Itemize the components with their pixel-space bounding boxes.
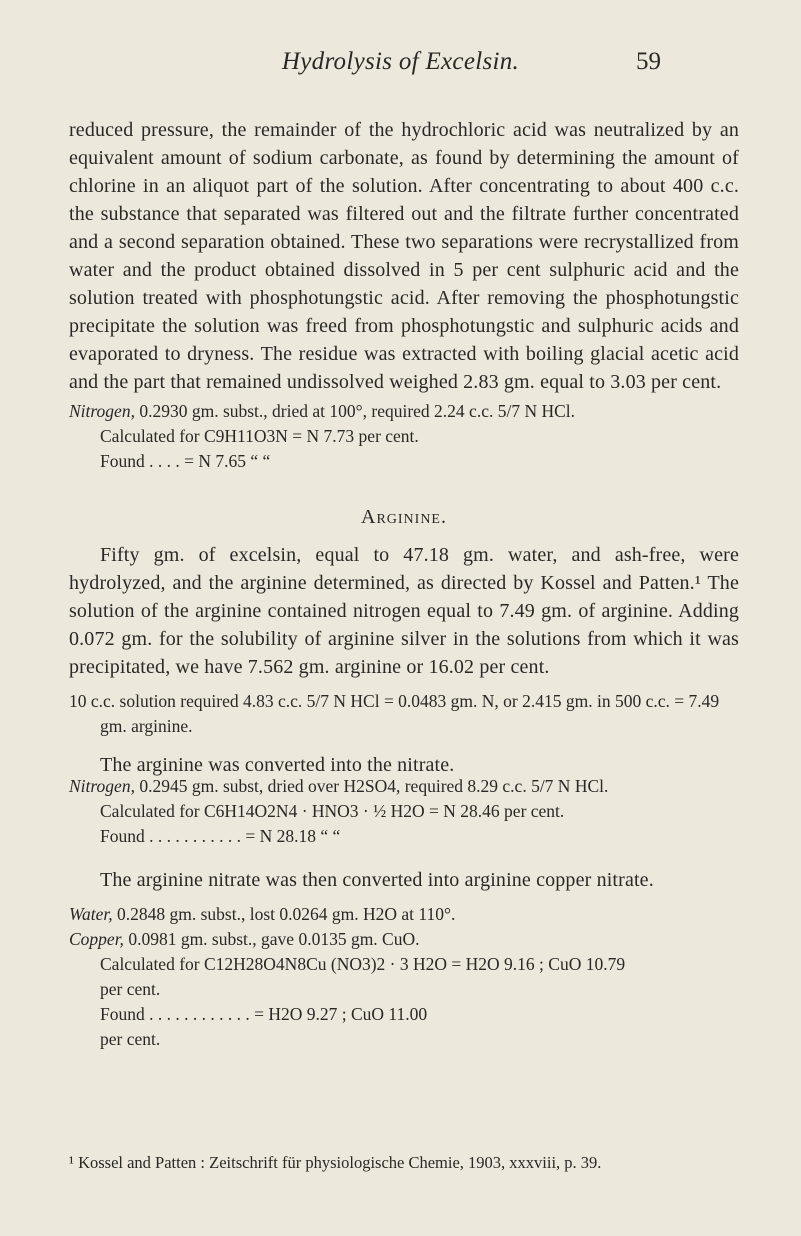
nitrogen-label-1: Nitrogen, [69, 401, 135, 421]
copper-label: Copper, [69, 929, 124, 949]
water-analysis-line [69, 902, 739, 927]
page-number: 59 [636, 48, 661, 75]
nitrogen-analysis-1-text: 0.2930 gm. subst., dried at 100°, required 2.24 c.c. 5/7 N HCl. [134, 401, 576, 421]
arginine-section [69, 506, 739, 779]
found-line-3: Found . . . . . . . . . . . . = H2O 9.27 ; CuO 11.00 [100, 1004, 428, 1024]
found-line-2: Found . . . . . . . . . . . = N 28.18 “ “ [100, 826, 341, 846]
found-line-3-unit: per cent. [100, 1029, 161, 1049]
calculated-line-3-unit: per cent. [100, 979, 161, 999]
calculated-line-2: Calculated for C6H14O2N4 · HNO3 · ½ H2O = N 28.46 per cent. [100, 801, 565, 821]
intro-section [69, 116, 739, 396]
copper-analysis-line [69, 927, 739, 952]
nitrogen-analysis-1-line [69, 399, 739, 424]
nitrogen-label-2: Nitrogen, [69, 776, 135, 796]
water-label: Water, [69, 904, 113, 924]
footnote-section [69, 1151, 739, 1175]
calculated-line-3: Calculated for C12H28O4N8Cu (NO3)2 · 3 H2O = H2O 9.16 ; CuO 10.79 [100, 954, 626, 974]
footnote-kossel-patten: ¹ Kossel and Patten : Zeitschrift für physiologische Chemie, 1903, xxxviii, p. 39. [69, 1153, 602, 1172]
nitrate-paragraph: The arginine was converted into the nitrate. [100, 754, 455, 776]
nitrogen-analysis-2-line [69, 774, 739, 799]
page-header [0, 48, 801, 88]
nitrogen-analysis-1 [69, 399, 739, 474]
running-title: Hydrolysis of Excelsin. [281, 48, 520, 75]
nitrogen-analysis-2-text: 0.2945 gm. subst, dried over H2SO4, required 8.29 c.c. 5/7 N HCl. [134, 776, 609, 796]
intro-paragraph: reduced pressure, the remainder of the hydrochloric acid was neutralized by an equivalent amount of sodium carbonate, as found by determining the amount of chlorine in an aliquot part of the solution. After concentrating to about 400 c.c. the substance that separated was filtered out and the filtrate further concentrated and a second separation obtained. These two separations were recrystallized from water and the product obtained dissolved in 5 per cent sulphuric acid and the solution treated with phosphotungstic acid. After removing the phosphotungstic precipitate the solution was freed from phosphotungstic and sulphuric acids and evaporated to dryness. The residue was extracted with boiling glacial acetic acid and the part that remained undissolved weighed 2.83 gm. equal to 3.03 per cent. [69, 119, 739, 393]
copper-nitrate-paragraph: The arginine nitrate was then converted into arginine copper nitrate. [100, 869, 654, 891]
copper-section [69, 866, 739, 1052]
found-line-1: Found . . . . = N 7.65 “ “ [100, 451, 271, 471]
nitrogen-analysis-2 [69, 774, 739, 849]
water-analysis-text: 0.2848 gm. subst., lost 0.0264 gm. H2O at 110°. [112, 904, 456, 924]
arginine-solution-note: 10 c.c. solution required 4.83 c.c. 5/7 N HCl = 0.0483 gm. N, or 2.415 gm. in 500 c.c. = 7.49 gm. arginine. [69, 691, 720, 736]
arginine-paragraph: Fifty gm. of excelsin, equal to 47.18 gm. water, and ash-free, were hydrolyzed, and the arginine determined, as directed by Kossel and Patten.¹ The solution of the arginine contained nitrogen equal to 7.49 gm. of arginine. Adding 0.072 gm. for the solubility of arginine silver in the solutions from which it was precipitated, we have 7.562 gm. arginine or 16.02 per cent. [69, 544, 739, 678]
arginine-heading: Arginine. [361, 506, 447, 528]
copper-analysis-text: 0.0981 gm. subst., gave 0.0135 gm. CuO. [123, 929, 420, 949]
calculated-line-1: Calculated for C9H11O3N = N 7.73 per cent. [100, 426, 419, 446]
